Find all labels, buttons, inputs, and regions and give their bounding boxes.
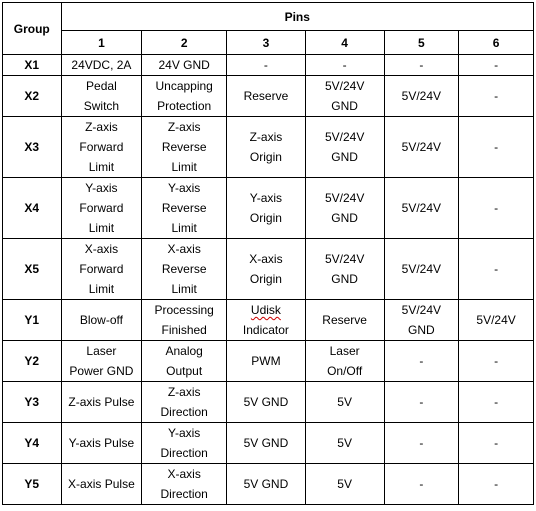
pin-cell	[61, 341, 142, 382]
pin-cell-text: Origin	[249, 211, 282, 225]
pin-cell	[61, 55, 142, 76]
pin-cell-text: Pedal	[86, 79, 117, 93]
pin-cell-text: Blow-off	[79, 313, 123, 327]
pin-cell	[142, 55, 227, 76]
pin-number-row	[3, 31, 534, 55]
pin-cell-text: Uncapping	[155, 79, 213, 93]
pin-cell	[459, 117, 534, 178]
pin-cell	[305, 341, 384, 382]
pin-cell	[142, 382, 227, 423]
pin-cell-text: GND	[331, 150, 358, 164]
pin-cell-text: Limit	[88, 160, 115, 174]
group-cell: X2	[3, 76, 62, 117]
pin-cell-text: 5V GND	[243, 436, 289, 450]
group-cell: Y2	[3, 341, 62, 382]
table-row	[3, 117, 534, 178]
pin-cell-text: Direction	[160, 446, 208, 460]
pin-cell	[459, 239, 534, 300]
pin-cell	[61, 76, 142, 117]
pin-cell-text: X-axis	[167, 242, 201, 256]
pin-cell	[305, 382, 384, 423]
pin-cell-text: Reverse	[161, 262, 207, 276]
pin-cell-text: Z-axis	[167, 385, 201, 399]
pin-cell	[61, 382, 142, 423]
pin-cell-text: GND	[331, 211, 358, 225]
table-row	[3, 239, 534, 300]
pin-cell-text: -	[494, 89, 499, 103]
table-row	[3, 382, 534, 423]
pin-cell-text: Y-axis	[168, 426, 201, 440]
pin-cell-text: Protection	[157, 99, 212, 113]
pin-cell	[227, 300, 306, 341]
pin-cell-text: X-axis	[249, 252, 283, 266]
pin-cell	[227, 117, 306, 178]
pin-cell	[305, 239, 384, 300]
table-row	[3, 464, 534, 505]
group-cell: Y4	[3, 423, 62, 464]
pin-cell-text: Forward	[79, 262, 124, 276]
pin-cell-text: Y-axis	[168, 181, 201, 195]
pin-cell-text: Z-axis Pulse	[68, 395, 135, 409]
pin-cell-text: 5V GND	[243, 395, 289, 409]
pin-number-6: 6	[459, 31, 534, 55]
pin-cell-text: 5V/24V	[401, 140, 442, 154]
pin-cell-text: Direction	[160, 487, 208, 501]
pin-cell-text: 5V/24V	[324, 191, 365, 205]
pin-cell-text: Reverse	[161, 201, 207, 215]
table-row	[3, 341, 534, 382]
table-row	[3, 55, 534, 76]
pin-cell	[227, 382, 306, 423]
pin-cell-text: -	[494, 395, 499, 409]
pin-cell-text: -	[494, 354, 499, 368]
pin-number-2: 2	[142, 31, 227, 55]
pin-cell-text: X-axis Pulse	[68, 477, 135, 491]
pin-cell-text: 5V/24V	[324, 79, 365, 93]
pin-cell-text: Direction	[160, 405, 208, 419]
pin-cell	[61, 178, 142, 239]
pin-cell-text: X-axis	[84, 242, 119, 256]
pin-cell-text: GND	[331, 99, 358, 113]
pin-cell	[384, 76, 459, 117]
pin-cell-text: -	[494, 201, 499, 215]
pin-cell-text: -	[419, 477, 424, 491]
table-body	[3, 55, 534, 505]
pin-cell	[459, 178, 534, 239]
table-row	[3, 76, 534, 117]
pin-cell	[142, 239, 227, 300]
pin-cell	[142, 341, 227, 382]
pin-cell	[61, 239, 142, 300]
pin-cell-text: -	[494, 262, 499, 276]
pin-cell	[227, 341, 306, 382]
pin-cell	[384, 382, 459, 423]
pin-cell	[305, 464, 384, 505]
group-cell: Y3	[3, 382, 62, 423]
pin-cell-text: Origin	[249, 272, 282, 286]
pin-cell	[305, 178, 384, 239]
pin-cell-text: Indicator	[242, 323, 289, 337]
pin-cell-text: Switch	[83, 99, 120, 113]
pin-cell-text: On/Off	[327, 364, 363, 378]
pin-cell-text: Limit	[88, 282, 115, 296]
pin-cell-text: 5V	[337, 436, 352, 450]
pin-cell-text: Finished	[161, 323, 207, 337]
pin-cell	[384, 300, 459, 341]
pin-cell-text: 5V GND	[243, 477, 289, 491]
pin-cell-text: Forward	[79, 140, 124, 154]
pin-cell-text: -	[263, 58, 268, 72]
pin-cell-text: 5V/24V	[476, 313, 516, 327]
pin-cell	[459, 300, 534, 341]
table-row	[3, 178, 534, 239]
pin-cell	[384, 464, 459, 505]
group-cell: X4	[3, 178, 62, 239]
pin-cell-text: Z-axis	[167, 120, 201, 134]
pin-cell-text: Power GND	[69, 364, 134, 378]
pin-cell-text: -	[419, 58, 424, 72]
pin-number-3: 3	[227, 31, 306, 55]
pin-cell-text: -	[419, 395, 424, 409]
pin-cell-text: Y-axis Pulse	[68, 436, 135, 450]
pin-cell-text: X-axis	[167, 467, 201, 481]
pin-cell-text: Processing	[154, 303, 214, 317]
pin-cell	[384, 239, 459, 300]
pin-cell	[61, 423, 142, 464]
pin-cell-text: -	[419, 354, 424, 368]
pin-cell-text: Laser	[329, 344, 360, 358]
pin-cell-text: Reserve	[243, 89, 289, 103]
pin-cell	[227, 178, 306, 239]
group-cell: Y1	[3, 300, 62, 341]
pin-cell-text: 5V/24V	[401, 89, 442, 103]
group-cell: X1	[3, 55, 62, 76]
pin-cell	[305, 76, 384, 117]
pin-cell-text: 5V/24V	[324, 252, 365, 266]
pin-cell-text: Limit	[171, 221, 197, 235]
pin-cell	[305, 117, 384, 178]
pin-cell	[61, 464, 142, 505]
pin-cell	[227, 55, 306, 76]
pin-cell-text: -	[494, 140, 499, 154]
pin-cell	[384, 178, 459, 239]
pin-cell-text: 5V/24V	[401, 201, 442, 215]
pin-cell	[227, 464, 306, 505]
pin-cell	[384, 117, 459, 178]
pin-cell	[459, 423, 534, 464]
pin-cell	[61, 300, 142, 341]
pin-table-container	[2, 2, 534, 505]
pin-number-5: 5	[384, 31, 459, 55]
pin-assignment-table	[2, 2, 534, 505]
pin-cell	[384, 341, 459, 382]
pin-cell	[142, 464, 227, 505]
pin-cell-text: Udisk	[250, 303, 281, 317]
pin-cell-text: 5V/24V	[324, 130, 365, 144]
pin-cell-text: -	[342, 58, 347, 72]
pin-cell-text: Forward	[79, 201, 124, 215]
pins-header: Pins	[61, 3, 533, 31]
pin-cell-text: Z-axis	[85, 120, 118, 134]
pin-cell-text: Reserve	[322, 313, 367, 327]
table-row	[3, 300, 534, 341]
pin-cell-text: Y-axis	[249, 191, 283, 205]
pin-cell-text: Y-axis	[85, 181, 118, 195]
pin-cell-text: Origin	[249, 150, 282, 164]
pin-cell	[384, 55, 459, 76]
pin-cell-text: 5V	[337, 395, 352, 409]
pin-cell	[459, 382, 534, 423]
pin-cell	[305, 55, 384, 76]
pin-cell-text: 5V	[337, 477, 352, 491]
pin-cell-text: 24VDC, 2A	[71, 58, 132, 72]
pin-cell	[459, 55, 534, 76]
pin-cell	[305, 423, 384, 464]
pin-cell	[384, 423, 459, 464]
pin-cell-text: Output	[166, 364, 203, 378]
pin-cell	[227, 76, 306, 117]
pin-cell	[142, 117, 227, 178]
pin-cell	[305, 300, 384, 341]
table-row	[3, 423, 534, 464]
pin-cell-text: GND	[408, 323, 435, 337]
group-cell: X5	[3, 239, 62, 300]
pin-cell-text: 5V/24V	[401, 262, 442, 276]
table-header	[3, 3, 534, 55]
pin-cell-text: -	[494, 477, 499, 491]
pin-cell	[142, 178, 227, 239]
pin-cell	[142, 76, 227, 117]
pin-cell	[459, 341, 534, 382]
pin-cell	[142, 423, 227, 464]
pin-cell-text: -	[494, 58, 499, 72]
group-header: Group	[3, 3, 62, 55]
pin-cell	[61, 117, 142, 178]
pin-cell-text: Analog	[165, 344, 203, 358]
pin-cell	[459, 76, 534, 117]
pin-cell	[227, 239, 306, 300]
pin-cell-text: 24V GND	[158, 58, 210, 72]
pin-cell	[459, 464, 534, 505]
pin-cell	[142, 300, 227, 341]
pin-cell-text: 5V/24V	[401, 303, 442, 317]
pin-cell-text: Z-axis	[249, 130, 283, 144]
pin-cell-text: Limit	[88, 221, 115, 235]
pin-cell-text: Limit	[171, 160, 197, 174]
pin-cell	[227, 423, 306, 464]
pin-number-1: 1	[61, 31, 142, 55]
pin-cell-text: Laser	[86, 344, 117, 358]
pin-cell-text: Limit	[171, 282, 197, 296]
pin-cell-text: GND	[331, 272, 358, 286]
group-cell: X3	[3, 117, 62, 178]
group-cell: Y5	[3, 464, 62, 505]
pin-cell-text: -	[419, 436, 424, 450]
pin-number-4: 4	[305, 31, 384, 55]
pin-cell-text: -	[494, 436, 499, 450]
pin-cell-text: Reverse	[161, 140, 207, 154]
pin-cell-text: PWM	[251, 354, 281, 368]
